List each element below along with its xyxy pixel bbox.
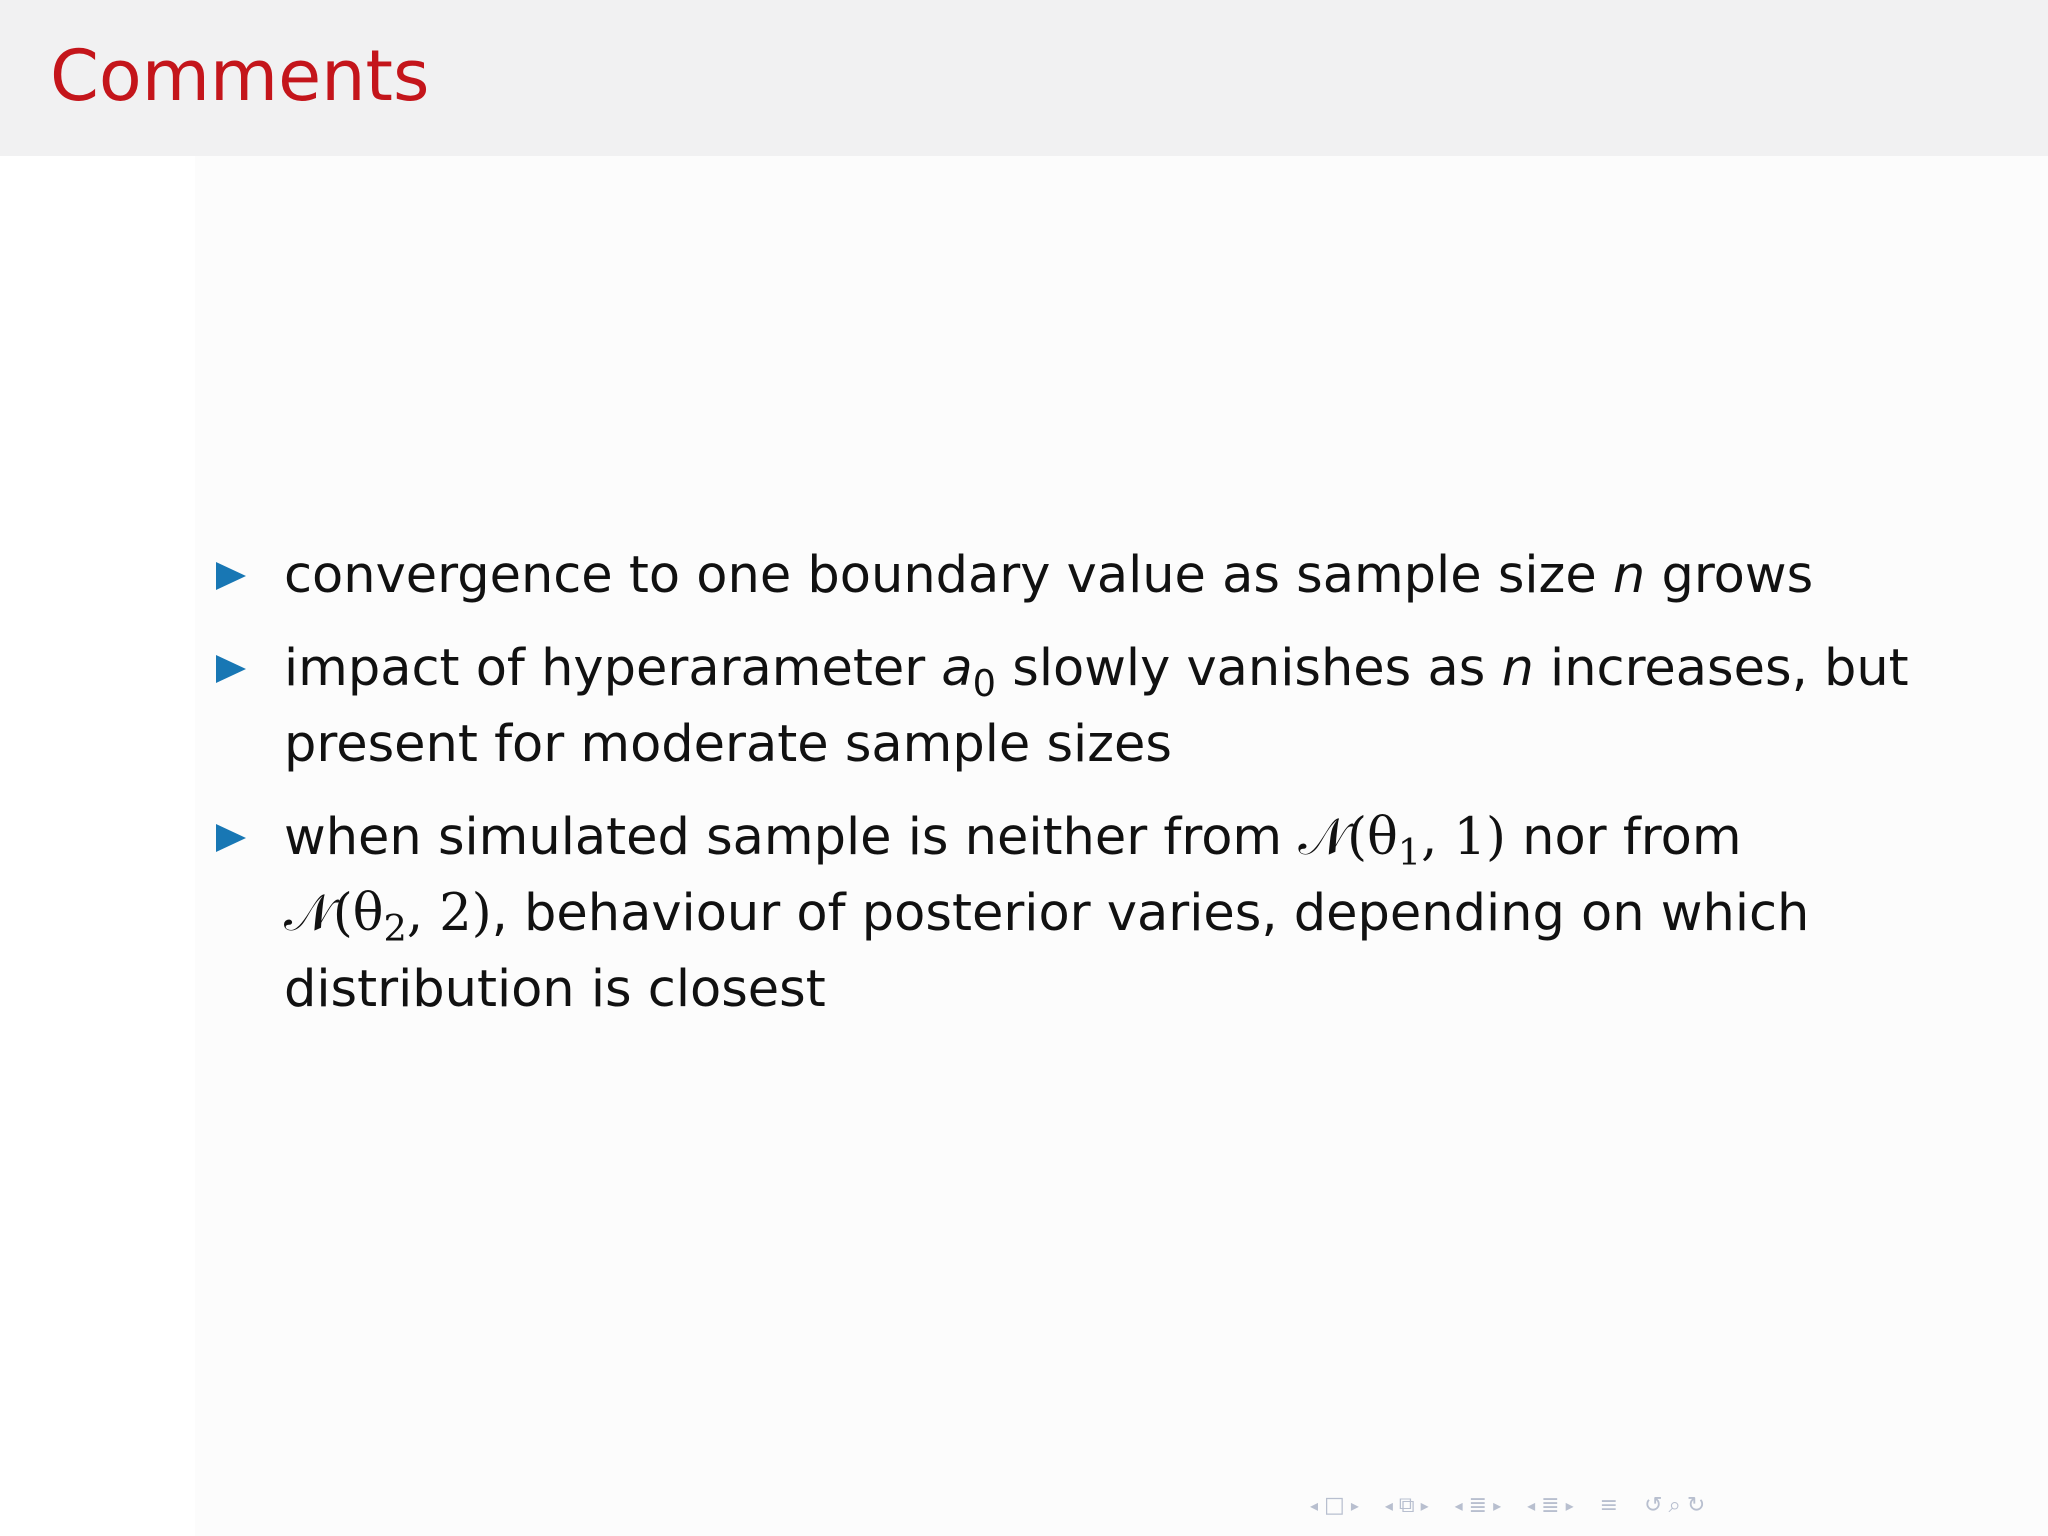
section-nav-group [1455, 1495, 1502, 1517]
forward-icon[interactable]: ↻ [1686, 1493, 1706, 1518]
bullet-line [284, 538, 1900, 614]
bullet-item-convergence [210, 538, 1900, 614]
align-nav-group [1600, 1495, 1618, 1517]
nav-right-arrow-icon[interactable]: ▸ [1493, 1496, 1502, 1515]
bullet-line: present for moderate sample sizes [284, 715, 1172, 774]
nav-right-arrow-icon[interactable]: ▸ [1350, 1496, 1359, 1515]
beamer-navigation-bar [1310, 1488, 2030, 1524]
back-icon[interactable]: ↺ [1644, 1493, 1663, 1518]
slide-title: Comments [50, 35, 430, 117]
bullet-text: , behaviour of posterior varies, depending on which [491, 884, 1810, 943]
align-icon[interactable]: ≡ [1599, 1493, 1619, 1518]
math-normal-head: 𝒩(θ [1298, 808, 1398, 867]
math-normal-distribution-2 [284, 884, 492, 951]
bullet-line [284, 800, 1900, 876]
nav-left-arrow-icon[interactable]: ◂ [1454, 1496, 1463, 1515]
math-variable-n: n [1501, 639, 1534, 698]
frame-nav-group [1310, 1495, 1359, 1517]
nav-right-arrow-icon[interactable]: ▸ [1420, 1496, 1429, 1515]
search-nav-group [1644, 1495, 1705, 1517]
math-variable-n: n [1612, 546, 1646, 605]
search-icon[interactable]: ⌕ [1668, 1493, 1681, 1518]
subsection-icon[interactable]: ≣ [1541, 1493, 1560, 1518]
bullet-text: convergence to one boundary value as sample size [284, 546, 1613, 605]
bullet-text: nor from [1505, 808, 1742, 867]
math-normal-head: 𝒩(θ [284, 884, 384, 943]
subsection-nav-group [1527, 1495, 1574, 1517]
math-subscript: 0 [972, 662, 997, 706]
bullet-text: slowly vanishes as [996, 639, 1502, 698]
bullet-line: distribution is closest [284, 960, 826, 1019]
bullet-triangle-icon [216, 655, 246, 683]
bullet-line [284, 876, 1900, 952]
bullet-item-hyperparameter [210, 631, 1909, 783]
slides-nav-group [1385, 1495, 1429, 1517]
nav-left-arrow-icon[interactable]: ◂ [1384, 1496, 1393, 1515]
math-normal-tail: , 2) [406, 884, 492, 943]
math-normal-tail: , 1) [1421, 808, 1506, 867]
slides-icon[interactable]: ⧉ [1398, 1493, 1415, 1518]
bullet-text: grows [1645, 546, 1814, 605]
frame-icon[interactable]: □ [1324, 1493, 1345, 1518]
nav-right-arrow-icon[interactable]: ▸ [1565, 1496, 1574, 1515]
math-variable-a: a [941, 639, 973, 698]
math-subscript: 2 [383, 907, 407, 951]
math-normal-distribution-1 [1298, 808, 1506, 875]
math-subscript: 1 [1397, 831, 1422, 875]
nav-left-arrow-icon[interactable]: ◂ [1527, 1496, 1536, 1515]
bullet-list [210, 538, 1909, 1045]
title-bar [0, 0, 2048, 156]
bullet-text: increases, but [1533, 639, 1909, 698]
nav-left-arrow-icon[interactable]: ◂ [1310, 1496, 1319, 1515]
bullet-triangle-icon [216, 824, 246, 852]
bullet-triangle-icon [216, 562, 246, 590]
section-icon[interactable]: ≣ [1468, 1493, 1488, 1518]
bullet-item-simulated-sample [210, 800, 1900, 1028]
bullet-text: when simulated sample is neither from [284, 808, 1299, 867]
bullet-line [284, 631, 1909, 707]
bullet-text: impact of hyperarameter [284, 639, 942, 698]
